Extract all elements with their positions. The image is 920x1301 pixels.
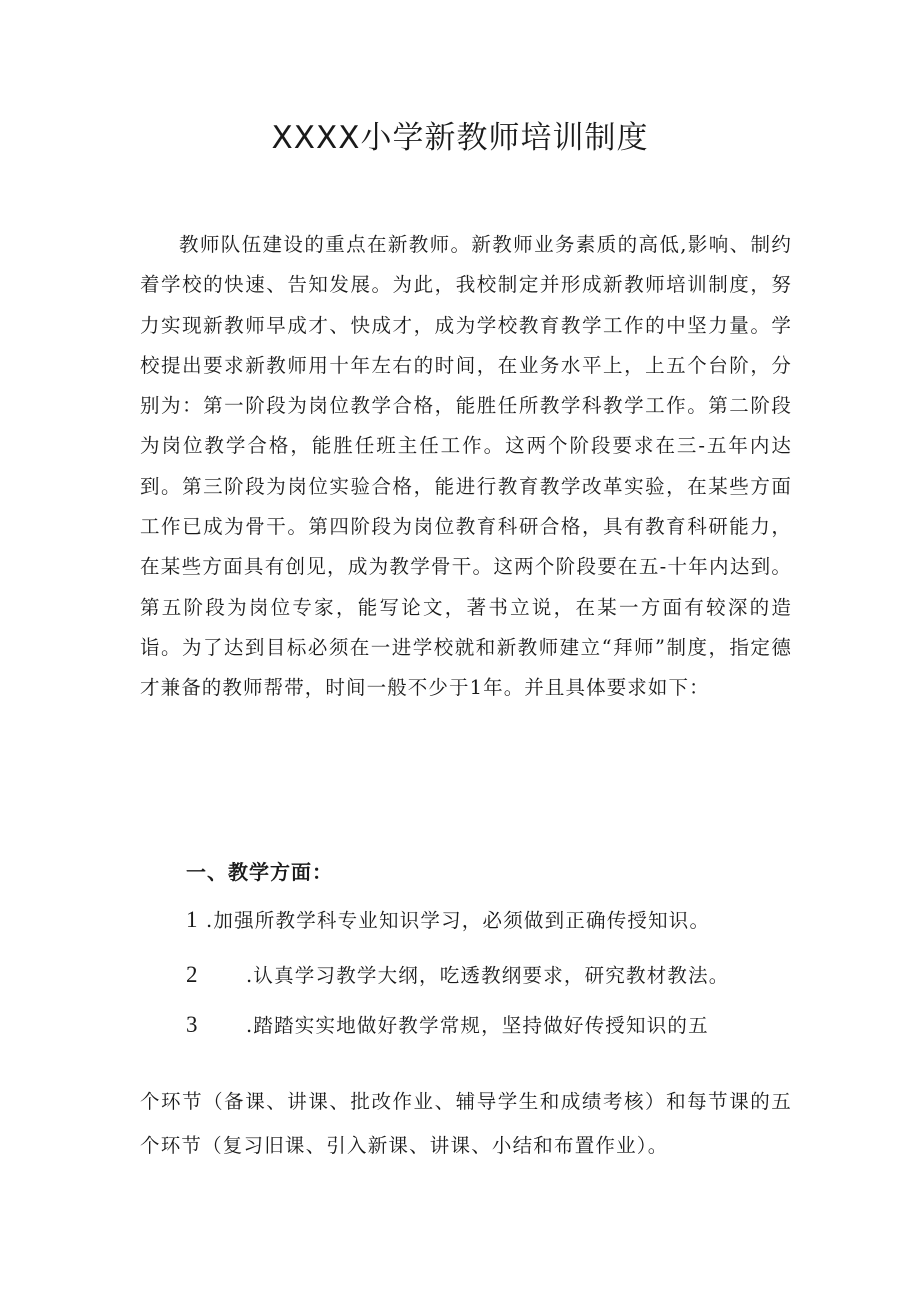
document-title: XXXX小学新教师培训制度 — [271, 120, 649, 156]
list-item-number: 1 — [186, 907, 199, 932]
list-item — [186, 1005, 709, 1046]
list-item-text: .认真学习教学大纲，吃透教纲要求，研究教材教法。 — [246, 964, 730, 987]
list-item-text: .踏踏实实地做好教学常规，坚持做好传授知识的五 — [246, 1014, 709, 1037]
continuation-paragraph: 个环节（备课、讲课、批改作业、辅导学生和成绩考核）和每节课的五个环节（复习旧课、引入新课、讲课、小结和布置作业）。 — [140, 1090, 792, 1157]
section-heading-teaching: 一、教学方面： — [186, 860, 333, 884]
list-item-number: 3 — [186, 1012, 199, 1037]
list-item-text: .加强所教学科专业知识学习，必须做到正确传授知识。 — [206, 909, 711, 932]
intro-paragraph: 教师队伍建设的重点在新教师。新教师业务素质的高低,影响、制约着学校的快速、告知发展。为此，我校制定并形成新教师培训制度，努力实现新教师早成才、快成才，成为学校教育教学工作的中坚力量。学校提出要求新教师用十年左右的时间，在业务水平上，上五个台阶，分别为：第一阶段为岗位教学合格，能胜任所教学科教学工作。第二阶段为岗位教学合格，能胜任班主任工作。这两个阶段要求在三-五年内达到。第三阶段为岗位实验合格，能进行教育教学改革实验，在某些方面工作已成为骨干。第四阶段为岗位教育科研合格，具有教育科研能力，在某些方面具有创见，成为教学骨干。这两个阶段要在五-十年内达到。第五阶段为岗位专家，能写论文，著书立说，在某一方面有较深的造诣。为了达到目标必须在一进学校就和新教师建立“拜师”制度，指定德才兼备的教师帮带，时间一般不少于1年。并且具体要求如下： — [140, 233, 792, 700]
list-item — [186, 955, 730, 996]
list-item-number: 2 — [186, 962, 199, 987]
list-item — [186, 900, 710, 941]
